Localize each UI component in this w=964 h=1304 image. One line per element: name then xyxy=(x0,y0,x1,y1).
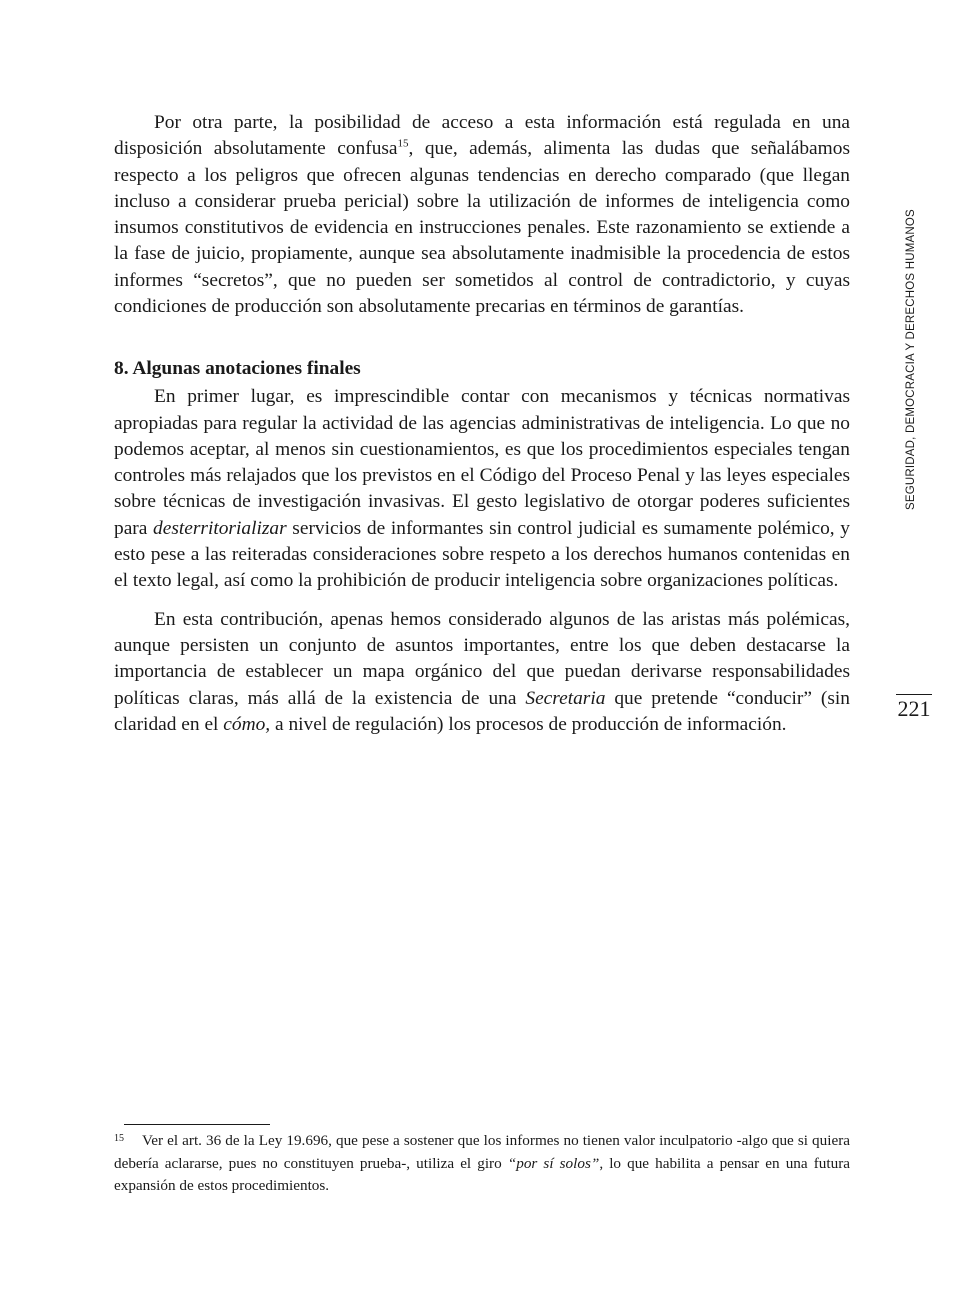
footnote xyxy=(114,1130,850,1198)
paragraph-text: , que, además, alimenta las dudas que señalábamos respecto a los peligros que ofrecen algunas tendencias en derecho comparado (que llegan incluso a considerar prueba pericial) sobre la utilización de informes de inteligencia como insumos constitutivos de evidencia en instrucciones penales. Este razonamiento se extiende a la fase de juicio, propiamente, aunque sea absolutamente inadmisible la procedencia de estos informes “secretos”, que no pueden ser sometidos al control de contradictorio, y cuyas condiciones de producción son absolutamente precarias en términos de garantías. xyxy=(114,138,850,318)
footnote-emphasis: “por sí solos” xyxy=(507,1154,600,1172)
footnote-number: 15 xyxy=(114,1133,124,1144)
body-paragraph-1 xyxy=(114,110,850,320)
paragraph-text: En primer lugar, es imprescindible contar con mecanismos y técnicas normativas apropiadas para regular la actividad de las agencias administrativas de inteligencia. Lo que no podemos aceptar, al menos sin cuestionamientos, es que los procedimientos especiales tengan controles más relajados que los previstos en el Código del Proceso Penal y las leyes especiales sobre técnicas de investigación invasivas. El gesto legislativo de otorgar poderes suficientes para xyxy=(114,386,850,539)
paragraph-text: servicios de informantes sin control judicial es sumamente polémico, y esto pese a las reiteradas consideraciones sobre respeto a los derechos humanos contenidas en el texto legal, así como la prohibición de producir inteligencia sobre organizaciones políticas. xyxy=(114,517,850,592)
page-number-rule xyxy=(896,694,932,695)
body-paragraph-3 xyxy=(114,607,850,738)
footnote-divider xyxy=(124,1124,270,1125)
footnote-text: Ver el art. 36 de la Ley 19.696, que pese a sostener que los informes no tienen valor inculpatorio -algo que si quiera debería aclararse, pues no constituyen prueba-, utiliza el giro xyxy=(114,1132,850,1172)
page-number: 221 xyxy=(897,696,931,721)
footnote-text: , lo que habilita a pensar en una futura expansión de estos procedimientos. xyxy=(114,1154,850,1194)
paragraph-text: a nivel de regulación) los procesos de producción de información. xyxy=(270,713,787,735)
paragraph-text: Por otra parte, la posibilidad de acceso a esta información está regulada en una disposición absolutamente confusa xyxy=(114,112,850,160)
emphasis-text: cómo, xyxy=(223,713,271,735)
emphasis-text: Secretaria xyxy=(525,687,606,709)
emphasis-text: desterritorializar xyxy=(153,517,287,539)
body-paragraph-2 xyxy=(114,384,850,594)
section-heading: 8. Algunas anotaciones finales xyxy=(114,358,361,379)
running-header: SEGURIDAD, DEMOCRACIA Y DERECHOS HUMANOS xyxy=(905,209,917,510)
section-final-notes xyxy=(114,356,850,738)
paragraph-text: que pretende “conducir” (sin claridad en el xyxy=(114,687,850,735)
footnote-reference[interactable]: 15 xyxy=(397,137,409,150)
paragraph-text: En esta contribución, apenas hemos considerado algunos de las aristas más polémicas, aunque persisten un conjunto de asuntos importantes, entre los que deben destacarse la importancia de establecer un mapa orgánico del que puedan derivarse responsabilidades políticas claras, más allá de la existencia de una xyxy=(114,608,850,709)
